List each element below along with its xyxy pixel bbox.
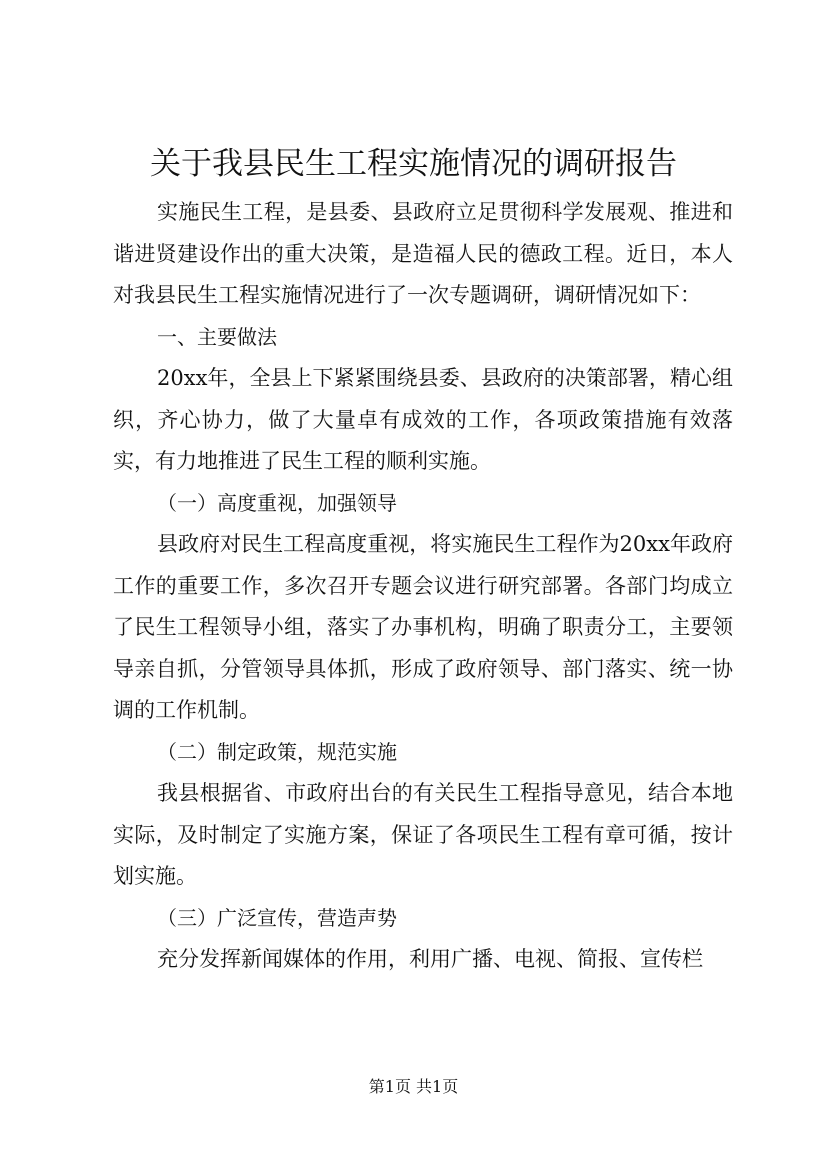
subsection-paragraph-3: 充分发挥新闻媒体的作用，利用广播、电视、简报、宣传栏 bbox=[157, 947, 703, 971]
subsection-heading-2: （二）制定政策，规范实施 bbox=[157, 739, 397, 764]
section-heading-main-practices: 一、主要做法 bbox=[157, 324, 277, 349]
main-practices-paragraph: 20xx年，全县上下紧紧围绕县委、县政府的决策部署，精心组织，齐心协力，做了大量卓有成效的工作，各项政策措施有效落实，有力地推进了民生工程的顺利实施。 bbox=[113, 366, 733, 473]
document-body bbox=[113, 192, 733, 981]
subsection-heading-1: （一）高度重视，加强领导 bbox=[157, 490, 397, 515]
page-number-footer: 第1页 共1页 bbox=[368, 1077, 459, 1096]
document-title: 关于我县民生工程实施情况的调研报告 bbox=[150, 146, 677, 182]
intro-paragraph: 实施民生工程，是县委、县政府立足贯彻科学发展观、推进和谐进贤建设作出的重大决策，是造福人民的德政工程。近日，本人对我县民生工程实施情况进行了一次专题调研，调研情况如下： bbox=[113, 200, 733, 307]
subsection-paragraph-2: 我县根据省、市政府出台的有关民生工程指导意见，结合本地实际，及时制定了实施方案，保证了各项民生工程有章可循，按计划实施。 bbox=[113, 781, 733, 888]
subsection-heading-3: （三）广泛宣传，营造声势 bbox=[157, 905, 397, 930]
subsection-paragraph-1: 县政府对民生工程高度重视，将实施民生工程作为20xx年政府工作的重要工作，多次召开专题会议进行研究部署。各部门均成立了民生工程领导小组，落实了办事机构，明确了职责分工，主要领导亲自抓，分管领导具体抓，形成了政府领导、部门落实、统一协调的工作机制。 bbox=[113, 532, 733, 722]
